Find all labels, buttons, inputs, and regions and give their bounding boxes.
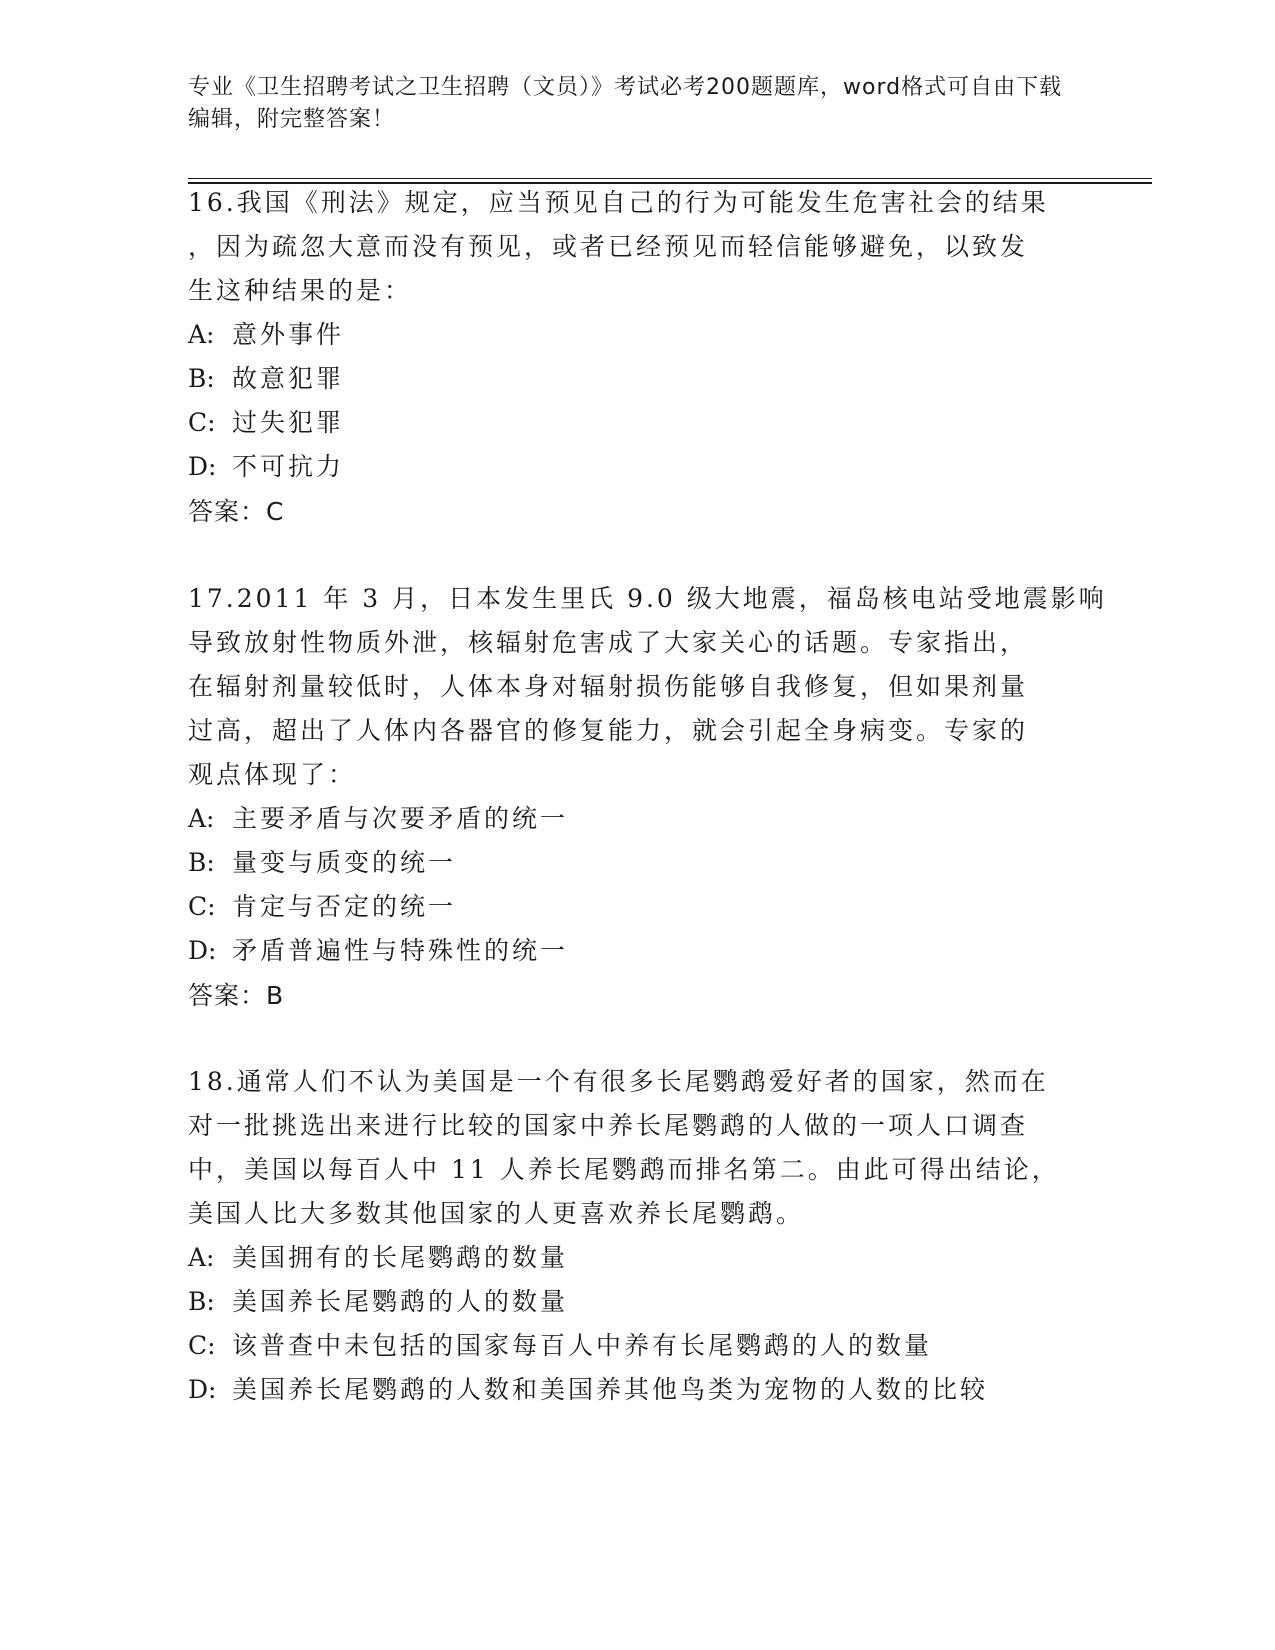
option-b [188,364,344,394]
option-text: 量变与质变的统一 [232,848,457,877]
option-c [188,408,344,438]
option-text: 美国养长尾鹦鹉的人数和美国养其他鸟类为宠物的人数的比较 [232,1375,989,1404]
option-label: D: [188,1375,217,1404]
option-text: 主要矛盾与次要矛盾的统一 [232,804,569,833]
question-text-line: 17.2011 年 3 月，日本发生里氏 9.0 级大地震，福岛核电站受地震影响 [188,584,1107,613]
document-header: 专业《卫生招聘考试之卫生招聘（文员）》考试必考200题题库，word格式可自由下载编辑，附完整答案！ [188,75,1063,132]
option-text: 肯定与否定的统一 [232,892,457,921]
answer-line: 答案：C [188,497,285,526]
question-text-line: ，因为疏忽大意而没有预见，或者已经预见而轻信能够避免，以致发 [188,232,1029,261]
option-b [188,848,456,878]
option-text: 美国拥有的长尾鹦鹉的数量 [232,1243,569,1272]
option-a [188,320,344,350]
option-c [188,892,456,922]
question-text-line: 过高，超出了人体内各器官的修复能力，就会引起全身病变。专家的 [188,716,1029,745]
option-label: D: [188,936,217,965]
question-text-line: 生这种结果的是： [188,276,413,305]
question-text-line: 18.通常人们不认为美国是一个有很多长尾鹦鹉爱好者的国家，然而在 [188,1067,1049,1096]
option-c [188,1331,932,1361]
option-text: 意外事件 [232,320,345,349]
option-text: 过失犯罪 [232,408,345,437]
option-label: B: [188,364,215,393]
option-d [188,1375,988,1405]
header-divider-thin [188,178,1152,179]
question-text-line: 导致放射性物质外泄，核辐射危害成了大家关心的话题。专家指出， [188,628,1029,657]
answer-line: 答案：B [188,981,285,1010]
option-b [188,1287,568,1317]
header-divider-thick [188,182,1152,184]
question-text-line: 对一批挑选出来进行比较的国家中养长尾鹦鹉的人做的一项人口调查 [188,1111,1029,1140]
option-label: B: [188,1287,215,1316]
option-text: 矛盾普遍性与特殊性的统一 [232,936,569,965]
option-a [188,804,568,834]
question-text-line: 观点体现了： [188,760,357,789]
option-label: A: [188,804,215,833]
option-text: 不可抗力 [232,452,345,481]
option-label: C: [188,892,216,921]
option-label: A: [188,320,215,349]
option-text: 该普查中未包括的国家每百人中养有长尾鹦鹉的人的数量 [232,1331,933,1360]
option-label: D: [188,452,217,481]
question-text-line: 在辐射剂量较低时，人体本身对辐射损伤能够自我修复，但如果剂量 [188,672,1029,701]
question-text-line: 16.我国《刑法》规定，应当预见自己的行为可能发生危害社会的结果 [188,188,1049,217]
option-label: A: [188,1243,215,1272]
option-a [188,1243,568,1273]
option-text: 美国养长尾鹦鹉的人的数量 [232,1287,569,1316]
question-text-line: 美国人比大多数其他国家的人更喜欢养长尾鹦鹉。 [188,1199,805,1228]
option-label: B: [188,848,215,877]
option-text: 故意犯罪 [232,364,345,393]
question-text-line: 中，美国以每百人中 11 人养长尾鹦鹉而排名第二。由此可得出结论， [188,1155,1060,1184]
option-label: C: [188,408,216,437]
option-label: C: [188,1331,216,1360]
option-d [188,452,344,482]
option-d [188,936,568,966]
